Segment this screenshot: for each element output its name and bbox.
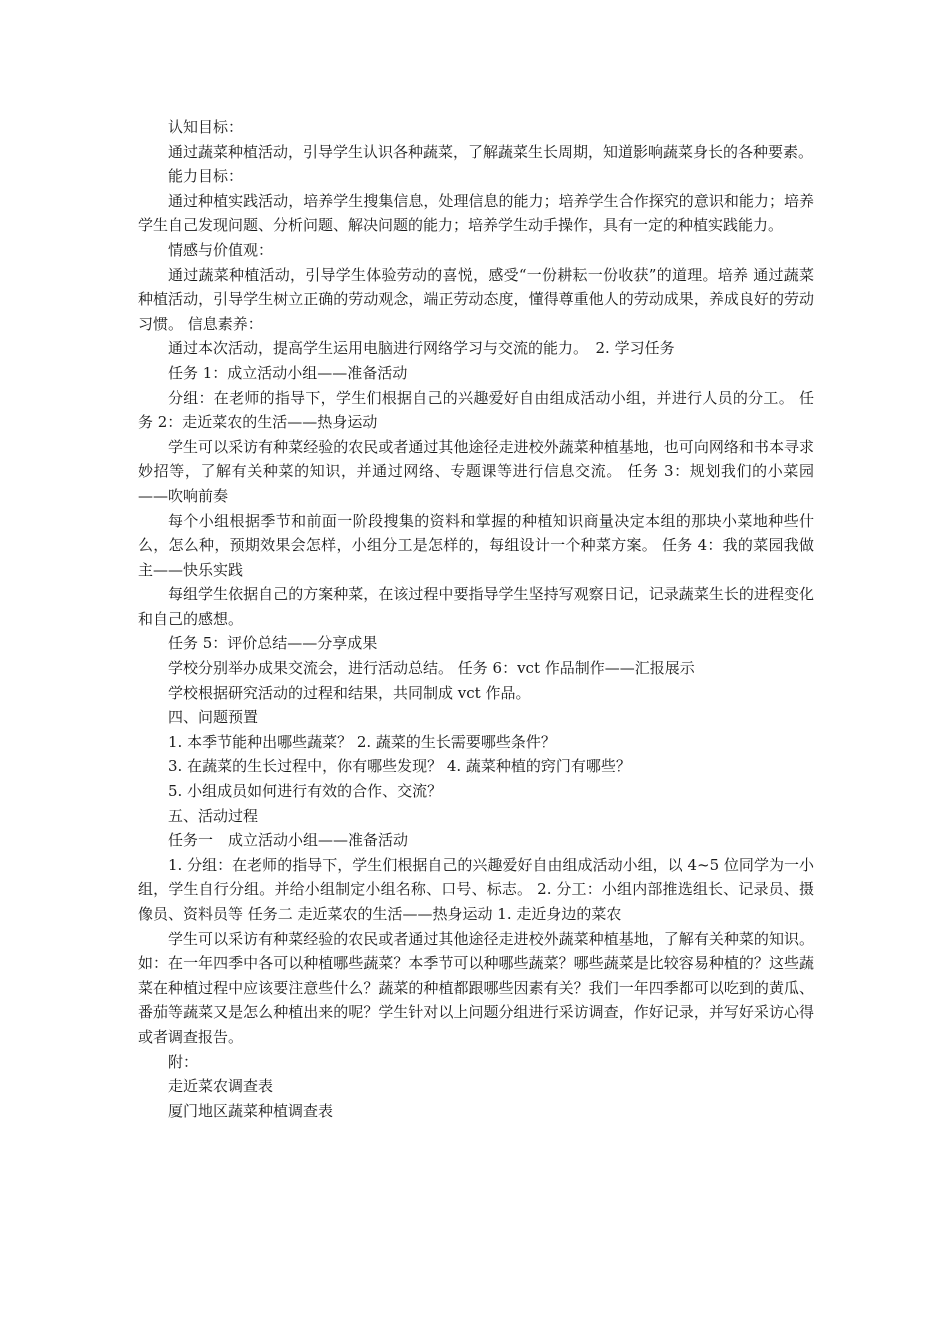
heading-cognitive-goal: 认知目标： <box>168 118 244 136</box>
section-4-heading: 四、问题预置 <box>168 708 259 727</box>
task-5-body: 学校分别举办成果交流会，进行活动总结。 任务 6：vct 作品制作——汇报展示 <box>168 659 695 678</box>
heading-ability-goal: 能力目标： <box>168 167 244 186</box>
task-1-title: 任务 1：成立活动小组——准备活动 <box>168 363 408 382</box>
question-3-4: 3. 在蔬菜的生长过程中，你有哪些发现？ 4. 蔬菜种植的窍门有哪些？ <box>168 757 631 776</box>
task-2-body: 学生可以采访有种菜经验的农民或者通过其他途径走进校外蔬菜种植基地，也可向网络和书本寻求妙招等，了解有关种菜的知识，并通过网络、专题课等进行信息交流。 任务 3：规划我们的小菜园——吹响前奏 <box>138 437 814 505</box>
question-1-2: 1. 本季节能种出哪些蔬菜？ 2. 蔬菜的生长需要哪些条件？ <box>168 732 556 751</box>
appendix-table-1-title: 走近菜农调查表 <box>168 1077 274 1096</box>
paragraph-ability-goal: 通过种植实践活动，培养学生搜集信息，处理信息的能力；培养学生合作探究的意识和能力；培养学生自己发现问题、分析问题、解决问题的能力；培养学生动手操作，具有一定的种植实践能力。 <box>138 191 814 235</box>
paragraph-info-literacy: 通过本次活动，提高学生运用电脑进行网络学习与交流的能力。 2. 学习任务 <box>168 339 675 358</box>
task-one-title: 任务一 成立活动小组——准备活动 <box>168 831 409 850</box>
heading-emotion-values: 情感与价值观： <box>168 240 274 259</box>
task-3-body: 每个小组根据季节和前面一阶段搜集的资料和掌握的种植知识商量决定本组的那块小菜地种些什么，怎么种，预期效果会怎样，小组分工是怎样的，每组设计一个种菜方案。 任务 4：我的菜园我做主——快乐实践 <box>138 511 814 579</box>
task-5-title: 任务 5：评价总结——分享成果 <box>168 634 378 653</box>
task-4-body: 每组学生依据自己的方案种菜，在该过程中要指导学生坚持写观察日记，记录蔬菜生长的进程变化和自己的感想。 <box>138 585 814 628</box>
paragraph-emotion-values: 通过蔬菜种植活动，引导学生体验劳动的喜悦，感受“一份耕耘一份收获”的道理。培养 通过蔬菜种植活动，引导学生树立正确的劳动观念，端正劳动态度，懂得尊重他人的劳动成果，养成良好的劳动习惯。 信息素养： <box>138 265 815 333</box>
appendix-label: 附： <box>168 1052 199 1071</box>
appendix-table-2-title: 厦门地区蔬菜种植调查表 <box>168 1101 334 1120</box>
task-two-body: 学生可以采访有种菜经验的农民或者通过其他途径走进校外蔬菜种植基地，了解有关种菜的知识。如：在一年四季中各可以种植哪些蔬菜？本季节可以种哪些蔬菜？哪些蔬菜是比较容易种植的？这些蔬菜在种植过程中应该要注意些什么？蔬菜的种植都跟哪些因素有关？我们一年四季都可以吃到的黄瓜、番茄等蔬菜又是怎么种植出来的呢？学生针对以上问题分组进行采访调查，作好记录，并写好采访心得或者调查报告。 <box>138 929 814 1046</box>
task-1-body: 分组：在老师的指导下，学生们根据自己的兴趣爱好自由组成活动小组，并进行人员的分工。 任务 2：走近菜农的生活——热身运动 <box>138 388 814 432</box>
paragraph-cognitive-goal: 通过蔬菜种植活动，引导学生认识各种蔬菜，了解蔬菜生长周期，知道影响蔬菜身长的各种要素。 <box>168 142 814 161</box>
task-6-body: 学校根据研究活动的过程和结果，共同制成 vct 作品。 <box>168 683 531 702</box>
document-page <box>138 115 814 1123</box>
section-5-heading: 五、活动过程 <box>168 806 259 825</box>
question-5: 5. 小组成员如何进行有效的合作、交流？ <box>168 782 443 801</box>
task-one-body: 1. 分组：在老师的指导下，学生们根据自己的兴趣爱好自由组成活动小组，以 4~5 位同学为一小组，学生自行分组。并给小组制定小组名称、口号、标志。 2. 分工：小组内部推选组长、记录员、摄像员、资料员等 任务二 走近菜农的生活——热身运动 1. 走近身边的菜农 <box>138 855 814 923</box>
